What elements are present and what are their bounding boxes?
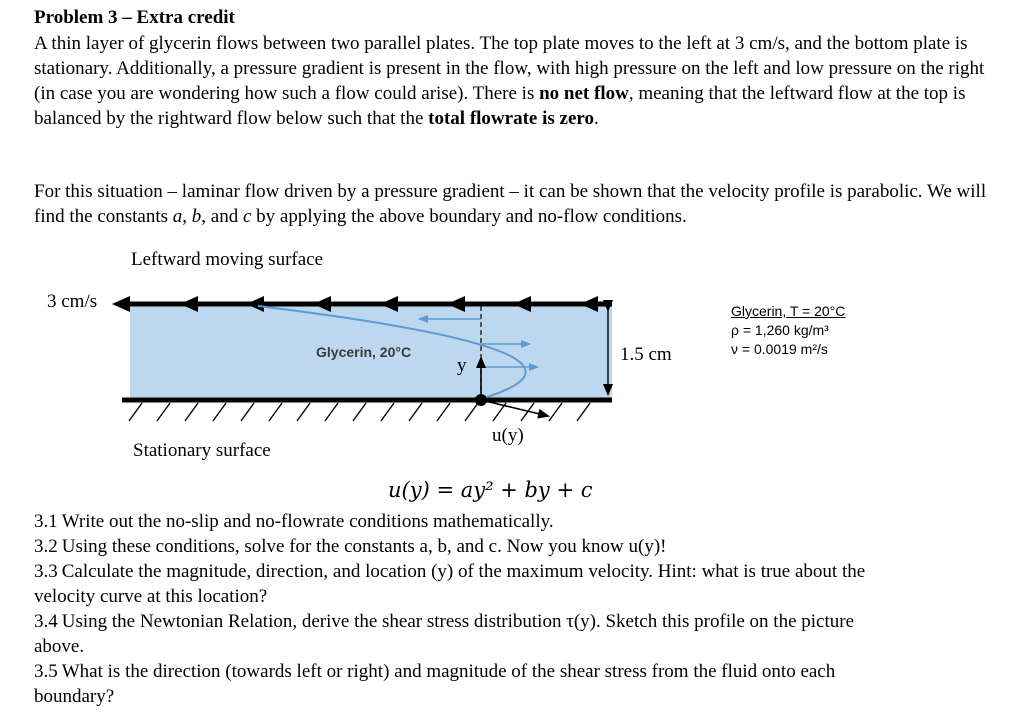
question-text: Write out the no-slip and no-flowrate conditions mathematically. <box>61 511 554 532</box>
question-continuation: above. <box>34 636 85 657</box>
question-text: What is the direction (towards left or right) and magnitude of the shear stress from the fluid onto each <box>61 661 836 682</box>
situation-text-b: by applying the above boundary and no-flow conditions. <box>251 206 687 227</box>
question-number: 3.5 <box>34 661 58 682</box>
equation-lhs: u(y) = <box>388 478 461 502</box>
separator: , and <box>201 206 243 227</box>
origin-point <box>475 394 487 406</box>
question-text: Using the Newtonian Relation, derive the shear stress distribution τ(y). Sketch this profile on the picture <box>61 611 855 632</box>
question-number: 3.2 <box>34 536 58 557</box>
question-item <box>34 659 1014 709</box>
question-item <box>34 534 1014 559</box>
density-value: ρ = 1,260 kg/m³ <box>731 322 829 338</box>
total-flowrate-emphasis: total flowrate is zero <box>428 108 594 129</box>
velocity-function-label: u(y) <box>492 425 524 446</box>
separator: , <box>182 206 192 227</box>
description-text-a: A thin layer of glycerin flows between two parallel plates. The top plate moves to the left at 3 cm/s, and the bottom plate is stationary. Additionally, a pressure gradient is present in the flow, with high pressure on the left and low pressure on the right (in case you are wondering how such a flow could arise). There is <box>34 33 985 104</box>
bottom-plate-hatching <box>129 403 590 421</box>
glycerin-properties <box>731 302 845 359</box>
bottom-surface-label: Stationary surface <box>133 440 271 461</box>
description-text-c: , meaning that the leftward flow at the top is balanced by the rightward flow below such that the <box>34 83 966 129</box>
question-text: Using these conditions, solve for the constants a, b, and c. Now you know u(y)! <box>61 536 667 557</box>
no-net-flow-emphasis: no net flow <box>539 83 629 104</box>
properties-header: Glycerin, T = 20°C <box>731 303 846 319</box>
equation-rhs: ay² + by + c <box>460 478 593 502</box>
situation-text-a: For this situation – laminar flow driven by a pressure gradient – it can be shown that the velocity profile is parabolic. We will find the constants <box>34 181 987 227</box>
question-item <box>34 609 1014 659</box>
viscosity-value: ν = 0.0019 m²/s <box>731 341 828 357</box>
constant-a: a <box>172 206 183 227</box>
question-number: 3.4 <box>34 611 58 632</box>
question-continuation: boundary? <box>34 686 115 707</box>
question-list <box>34 509 1014 709</box>
constant-c: c <box>242 206 252 227</box>
question-continuation: velocity curve at this location? <box>34 586 268 607</box>
velocity-equation <box>388 478 593 502</box>
question-item <box>34 559 1014 609</box>
question-number: 3.3 <box>34 561 58 582</box>
question-item <box>34 509 1014 534</box>
plate-speed-label: 3 cm/s <box>47 291 98 312</box>
problem-title: Problem 3 – Extra credit <box>34 7 235 28</box>
question-text: Calculate the magnitude, direction, and location (y) of the maximum velocity. Hint: what is true about the <box>61 561 866 582</box>
y-axis-label: y <box>457 355 467 376</box>
question-number: 3.1 <box>34 511 58 532</box>
top-surface-label: Leftward moving surface <box>131 249 324 270</box>
gap-label: 1.5 cm <box>620 344 672 365</box>
constant-b: b <box>191 206 202 227</box>
description-text-d: . <box>593 108 599 129</box>
fluid-label: Glycerin, 20°C <box>316 344 412 360</box>
